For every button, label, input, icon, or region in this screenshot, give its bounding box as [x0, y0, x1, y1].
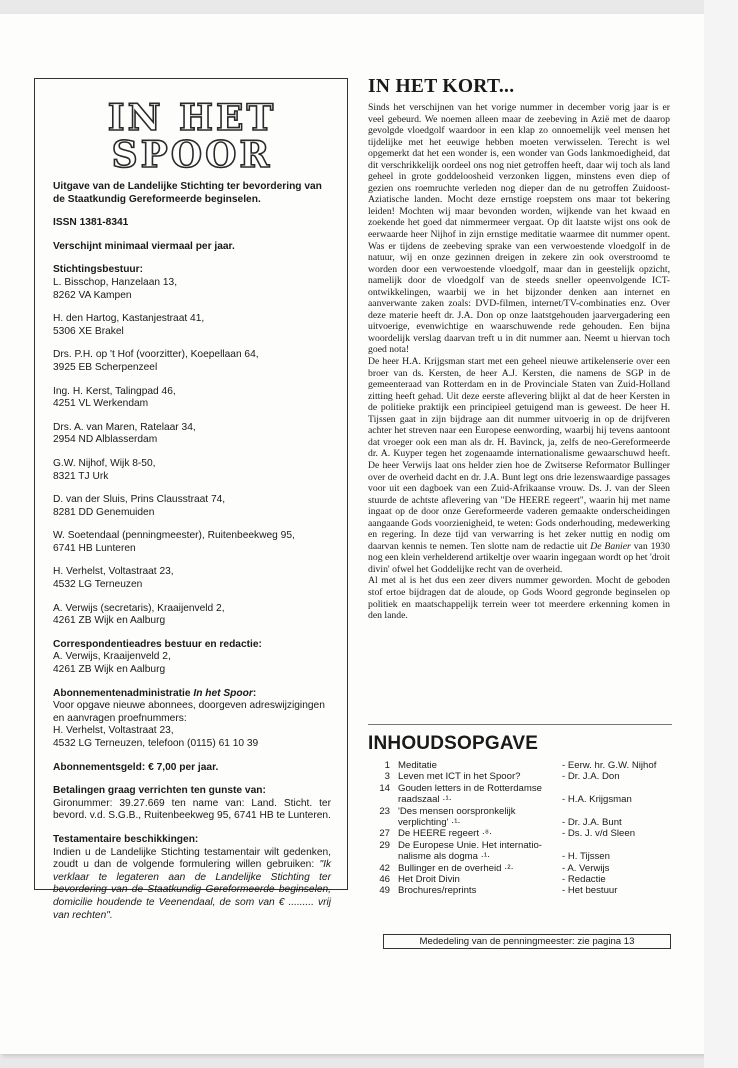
- board-list: [53, 277, 331, 628]
- logo-line-1: IN HET: [107, 97, 277, 139]
- masthead-logo-art: [92, 95, 292, 171]
- masthead-logo: [53, 95, 331, 171]
- toc-heading: INHOUDSOPGAVE: [368, 733, 539, 754]
- board-member: G.W. Nijhof, Wijk 8-50, 8321 TJ Urk: [53, 457, 156, 482]
- board-member: W. Soetendaal (penningmeester), Ruitenbeekweg 95, 6741 HB Lunteren: [53, 530, 295, 554]
- treasurer-notice: Mededeling van de penningmeester: zie pagina 13: [383, 934, 671, 949]
- issn: ISSN 1381-8341: [53, 217, 129, 229]
- board-member: D. van der Sluis, Prins Clausstraat 74, 8281 DD Genemuiden: [53, 494, 226, 518]
- toc-row[interactable]: 14 Gouden letters in de Rotterdamse: [379, 782, 542, 794]
- board-member: Ing. H. Kerst, Talingpad 46, 4251 VL Werkendam: [53, 385, 176, 410]
- toc-row[interactable]: raadszaal ·¹· - H.A. Krijgsman: [398, 794, 632, 806]
- paragraph: De heer H.A. Krijgsman start met een geheel nieuwe artikelenserie over een broer van ds. Kersten, de heer A.J. Kersten, die namens de SGP in de gemeenteraad van Rotterdam en in de Provinciale Staten van Zuid-Holland zitting heeft gehad. Uit deze eerste aflevering blijkt al dat de heer Kersten in de politieke praktijk een principieel getuigend man is geweest. De heer H. Tijssen gaat in zijn bijdrage aan dit nummer uitvoerig in op de drijfveren achter het streven naar een Europese eenwording, waarbij hij tevens aantoont dat vroeger ook een man als dr. H. Bavinck, ja, zelfs de neo-Gereformeerde dr. A. Kuyper tegen het zogenaamde internationalisme gewaarschuwd heeft. De heer Verwijs laat ons helder zien hoe de Zwitserse Reformator Bullinger over de overheid dacht en dr. J.A. Bunt legt ons drie lezenswaardige passages voor uit een dagboek van een Zuid-Afrikaanse vrouw. Ds. J. van der Sleen stuurde de achtste aflevering van "De HEERE regeert", waarin hij met name ingaat op de door onze Gereformeerde vaderen gemaakte onderscheidingen aangaande Gods voorzienigheid, te weten: Gods onderhouding, medewerking en regering. In deze tijd van verwarring is het zeker nuttig en nodig om daarvan kennis te nemen. Ten slotte nam de redactie uit De Banier van 1930 nog een klein verhelderend artikeltje over waarin ingegaan wordt op het 'droit divin' ofwel het Goddelijke recht van de overheid.: [368, 356, 670, 575]
- toc-row[interactable]: verplichting' ·¹· - Dr. J.A. Bunt: [398, 817, 622, 829]
- toc-row[interactable]: 29 De Europese Unie. Het internatio-: [379, 839, 542, 851]
- board-member: H. den Hartog, Kastanjestraat 41, 5306 XE Brakel: [53, 313, 205, 337]
- subscription-admin: Abonnementenadministratie In het Spoor: Voor opgave nieuwe abonnees, doorgeven adreswijzigingen en aanvragen proefnummers: H. Verhelst, Voltastraat 23, 4532 LG Terneuzen, telefoon (0115) 61 10 39: [53, 687, 325, 749]
- board-member: H. Verhelst, Voltastraat 23, 4532 LG Terneuzen: [53, 566, 174, 591]
- toc-row[interactable]: 23 'Des mensen oorspronkelijk: [379, 805, 516, 817]
- correspondence-address: Correspondentieadres bestuur en redactie: A. Verwijs, Kraaijenveld 2, 4261 ZB Wijk en Aalburg: [53, 638, 262, 676]
- publisher-line: Uitgave van de Landelijke Stichting ter bevordering van de Staatkundig Gereformeerde beginselen.: [53, 181, 322, 205]
- in-het-kort-section: [368, 76, 670, 622]
- section-divider: [368, 724, 672, 725]
- section-heading: IN HET KORT...: [368, 76, 515, 97]
- toc-row[interactable]: 1 Meditatie - Eerw. hr. G.W. Nijhof: [384, 760, 657, 771]
- board-member: A. Verwijs (secretaris), Kraaijenveld 2, 4261 ZB Wijk en Aalburg: [53, 602, 225, 627]
- colophon-box: [34, 78, 348, 921]
- frequency: Verschijnt minimaal viermaal per jaar.: [53, 240, 235, 252]
- paragraph: Sinds het verschijnen van het vorige nummer in december vorig jaar is er veel gebeurd. We noemen alleen maar de zeebeving in Azië met de daarop gevolgde vloedgolf waardoor in een klap zo onnoemelijk veel mensen het tijdelijke met het eeuwige hebben moeten verwisselen. Terecht is wel opgemerkt dat het een wonder is, een wonder van Gods lankmoedigheid, dat dit verschrikkelijk oordeel ons nog niet getroffen heeft, daar wij toch als land geheel in grote goddeloosheid verzonken liggen, minstens even diep of gezien ons roemruchte verleden nog dieper dan de nu getroffen Zuidoost-Aziatische landen. Mocht deze ernstige roepstem ons maar tot bekering leiden! Mochten wij maar bevonden worden, wijkende van het kwaad en zoekende het goed dat nimmermeer vergaat. Op dit laatste wijst ons ook de eerwaarde heer Nijhof in zijn ernstige meditatie waarmee dit nummer opent. Was er tijdens de zeebeving sprake van een verwoestende vloedgolf in de natuur, wij en onze gezinnen dreigen in zekere zin ook overstroomd te worden door een verwoestende vloedgolf, maar dan in geestelijk opzicht, namelijk door de vloedgolf van de steeds sneller opeenvolgende ICT-ontwikkelingen, waarbij we in het bijzonder denken aan internet en aanverwante zaken zoals: DVD-filmen, internet/TV-combinaties enz. Over deze materie heeft dr. J.A. Don op onze laatstgehouden jaarvergadering een uitvoerige, evenwichtige en waarschuwende rede gehouden. Een bijna woordelijk verslag daarvan treft u in dit nummer aan. Neemt u hiervan toch goed nota!: [368, 102, 670, 356]
- subscription-fee: Abonnementsgeld: € 7,00 per jaar.: [53, 761, 219, 773]
- toc-row[interactable]: 46 Het Droit Divin - Redactie: [379, 874, 606, 886]
- table-of-contents: [368, 760, 672, 897]
- toc-row[interactable]: 27 De HEERE regeert ·⁸· - Ds. J. v/d Sleen: [379, 828, 636, 840]
- board-heading: Stichtingsbestuur:: [53, 264, 143, 276]
- logo-line-2: SPOOR: [111, 134, 273, 171]
- toc-row[interactable]: nalisme als dogma ·¹· - H. Tijssen: [398, 851, 610, 863]
- testament-info: Testamentaire beschikkingen: Indien u de Landelijke Stichting testamentair wilt gedenken, zoudt u dan de volgende formulering willen gebruiken: "Ik verklaar te legateren aan de Landelijke Stichting ter bevordering van de Staatkundig Gereformeerde beginselen, domicilie houdende te Veenendaal, de som van € ......... vrij van rechten".: [53, 833, 331, 921]
- editorial-text: [368, 102, 670, 622]
- page-edge: [704, 0, 738, 1068]
- board-member: Drs. A. van Maren, Ratelaar 34, 2954 ND Alblasserdam: [53, 421, 196, 446]
- toc-row[interactable]: 42 Bullinger en de overheid ·²· - A. Verwijs: [379, 862, 610, 874]
- toc-row[interactable]: 3 Leven met ICT in het Spoor? - Dr. J.A. Don: [384, 771, 620, 783]
- board-member: L. Bisschop, Hanzelaan 13, 8262 VA Kampen: [53, 276, 178, 301]
- payment-info: Betalingen graag verrichten ten gunste van: Gironummer: 39.27.669 ten name van: Land. Sticht. ter bevord. v.d. S.G.B., Ruitenbeekweg 95, 6741 HB te Lunteren.: [53, 785, 331, 822]
- paragraph: Al met al is het dus een zeer divers nummer geworden. Mocht de geboden stof ertoe bijdragen dat de aloude, op Gods Woord gegronde beginselen op politiek en maatschappelijk terrein weer tot meerdere erkenning komen in den lande.: [368, 575, 670, 622]
- toc-row[interactable]: 49 Brochures/reprints - Het bestuur: [379, 885, 618, 897]
- board-member: Drs. P.H. op 't Hof (voorzitter), Koepellaan 64, 3925 EB Scherpenzeel: [53, 349, 259, 373]
